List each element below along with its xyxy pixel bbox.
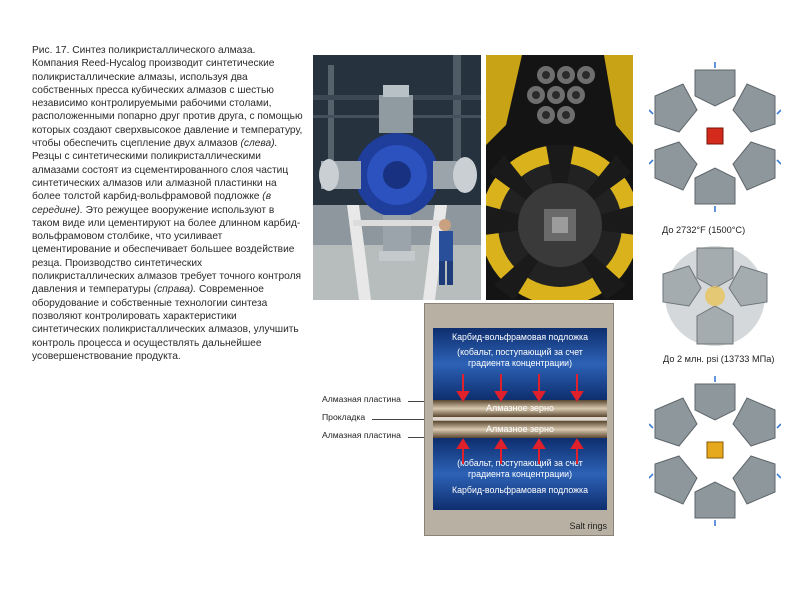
press-compressed-illustration xyxy=(649,376,781,526)
press-anvils-illustration xyxy=(486,55,633,300)
label-diamond-plate-top: Алмазная пластина xyxy=(322,394,401,404)
figure-caption xyxy=(32,44,304,363)
caption-p4: Современное оборудование и собственные технологии синтеза позволяют контролировать характеристики синтетических поликристаллических алмазов, улучшить контроль процесса и осуществлять дальнейшее усовершенствование продукта. xyxy=(32,284,299,362)
bottom-cobalt-note: (кобальт, поступающий за счет градиента концентрации) xyxy=(457,458,583,479)
label-spacer: Прокладка xyxy=(322,412,366,422)
pressure-label: До 2 млн. psi (13733 МПа) xyxy=(663,354,775,364)
diamond-grain-bottom: Алмазное зерно xyxy=(433,421,607,438)
caption-p1: Компания Reed-Hycalog производит синтетические поликристаллические алмазы, используя два собственных пресса кубических алмазов с шестью независимо контролируемыми рабочими столами, расположенными попарно друг против друга, с помощью которых создают сверхвысокое давление и температуру, чтобы обеспечить сцепление двух алмазов xyxy=(32,58,303,150)
cubic-press-photo xyxy=(313,55,481,300)
caption-heading: Рис. 17. Синтез поликристаллического алмаза. xyxy=(32,45,256,56)
caption-left: (слева). xyxy=(240,138,278,150)
top-cobalt-note: (кобальт, поступающий за счет градиента концентрации) xyxy=(457,347,583,368)
anvil-set-open-icon xyxy=(649,62,781,212)
cubic-press-illustration xyxy=(313,55,481,300)
label-diamond-plate-bottom: Алмазная пластина xyxy=(322,430,401,440)
caption-p2: Резцы с синтетическими поликристаллическими алмазами состоят из сцементированного слоя частиц синтетических алмазов или алмазной пластинки на более толстой карбид-вольфрамовой подложке xyxy=(32,151,289,203)
caption-right: (справа). xyxy=(153,284,197,296)
salt-rings-label: Salt rings xyxy=(569,521,607,531)
leader-line xyxy=(372,419,432,420)
caption-p3: Это режущее вооружение используют в таком виде или цементируют на более длинном карбид-вольфрамовом столбике, что усиливает цементирование и обеспечивает большее воздействие резца. Производство синтетических поликристаллических алмазов требует точного контроля давления и температуры xyxy=(32,204,302,296)
caption-middle: (в середине). xyxy=(32,191,272,216)
press-closed-illustration xyxy=(649,244,781,348)
press-anvils-photo xyxy=(486,55,633,300)
diamond-grain-top: Алмазное зерно xyxy=(433,400,607,417)
top-substrate-title: Карбид-вольфрамовая подложка xyxy=(452,332,588,342)
press-open-illustration xyxy=(649,62,781,212)
temperature-label: До 2732°F (1500°C) xyxy=(662,225,746,235)
anvil-set-closed-icon xyxy=(649,244,781,348)
bottom-substrate-title: Карбид-вольфрамовая подложка xyxy=(452,485,588,495)
pdc-diagram xyxy=(424,303,614,536)
cobalt-flow-arrows xyxy=(433,374,607,464)
anvil-set-compressed-icon xyxy=(649,376,781,526)
